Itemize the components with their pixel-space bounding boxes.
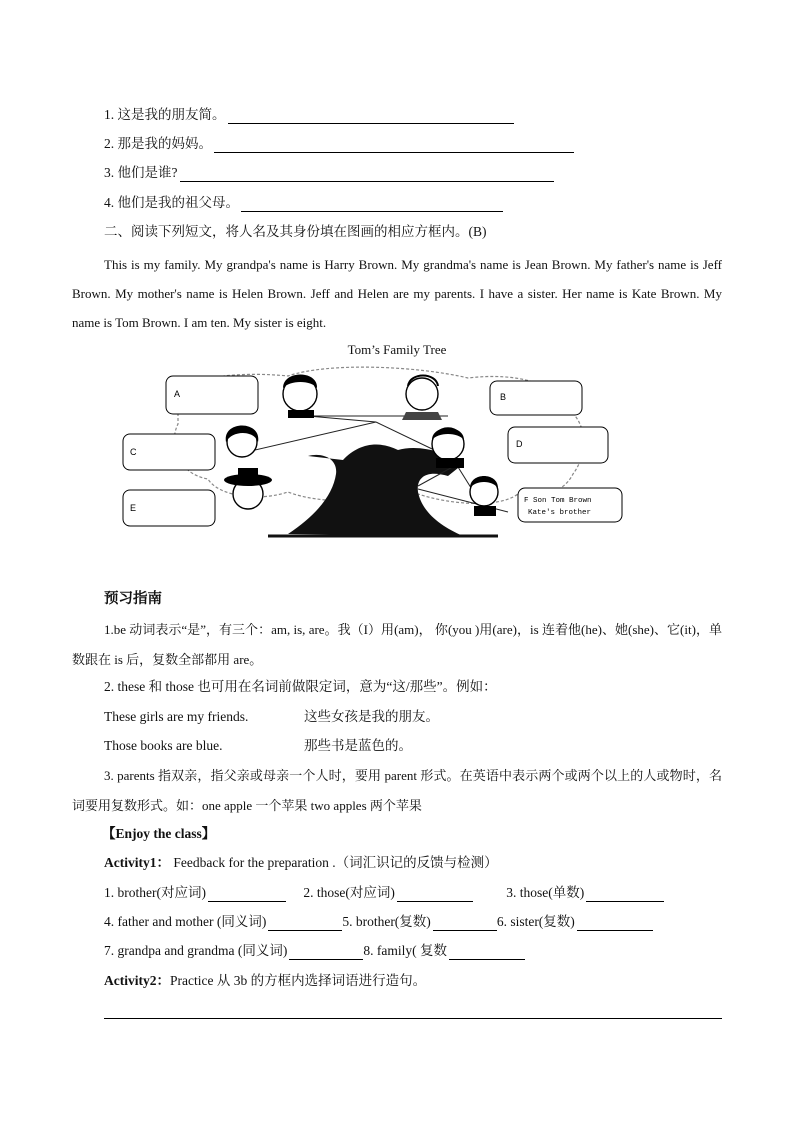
vocab-blank-4[interactable] bbox=[268, 916, 342, 931]
box-f bbox=[518, 488, 622, 522]
question-2: 2. 那是我的妈妈。 bbox=[104, 135, 574, 153]
box-a-label: A bbox=[174, 389, 181, 399]
enjoy-title: 【Enjoy the class】 bbox=[102, 826, 216, 841]
grandpa-face bbox=[283, 375, 317, 419]
vocab-blank-6[interactable] bbox=[577, 916, 653, 931]
tom-face bbox=[470, 476, 498, 516]
vocab-blank-1[interactable] bbox=[208, 887, 286, 902]
activity-2: Activity2：Practice 从 3b 的方框内选择词语进行造句。 bbox=[104, 973, 427, 988]
example-2: Those books are blue. 那些书是蓝色的。 bbox=[104, 738, 412, 753]
family-tree-illustration bbox=[118, 364, 646, 538]
father-face bbox=[432, 428, 464, 468]
question-4: 4. 他们是我的祖父母。 bbox=[104, 194, 503, 212]
grandma-face bbox=[402, 376, 442, 421]
box-d-label: D bbox=[516, 439, 523, 449]
box-b[interactable] bbox=[490, 381, 582, 415]
vocab-blank-8[interactable] bbox=[449, 945, 525, 960]
box-f-line1: F Son Tom Brown bbox=[524, 497, 592, 505]
section-2-heading: 二、阅读下列短文，将人名及其身份填在图画的相应方框内。(B) bbox=[104, 224, 487, 239]
box-a[interactable] bbox=[166, 376, 258, 414]
tree-title: Tom’s Family Tree bbox=[347, 342, 447, 357]
question-3: 3. 他们是谁? bbox=[104, 164, 554, 182]
mother-face bbox=[226, 426, 259, 458]
vocab-blank-2[interactable] bbox=[397, 887, 473, 902]
reading-passage: This is my family. My grandpa's name is Harry Brown. My grandma's name is Jean Brown. My father's name is Jeff Brown. My mother's name is Helen Brown. Jeff and Helen are my parents. I have a sister. Her name is Kate Brown. My name is Tom Brown. I am ten. My sister is eight. bbox=[72, 257, 722, 330]
activity-1: Activity1： Feedback for the preparation .（词汇识记的反馈与检测） bbox=[104, 855, 498, 870]
vocab-blank-3[interactable] bbox=[586, 887, 664, 902]
guide-point-2: 2. these 和 those 也可用在名词前做限定词，意为“这/那些”。例如： bbox=[104, 679, 497, 694]
answer-blank-4[interactable] bbox=[241, 197, 503, 212]
box-d[interactable] bbox=[508, 427, 608, 463]
box-f-line2: Kate's brother bbox=[528, 509, 592, 517]
answer-blank-1[interactable] bbox=[228, 109, 514, 124]
answer-blank-2[interactable] bbox=[214, 138, 574, 153]
guide-point-1: 1.be 动词表示“是”，有三个：am, is, are。我（I）用(am)， 你(you )用(are)，is 连着他(he)、她(she)、它(it)，单数跟在 is 后，复数全部都用 are。 bbox=[72, 622, 722, 667]
answer-blank-3[interactable] bbox=[180, 167, 554, 182]
box-b-label: B bbox=[500, 392, 507, 402]
guide-point-3: 3. parents 指双亲，指父亲或母亲一个人时，要用 parent 形式。在英语中表示两个或两个以上的人或物时，名词要用复数形式。如：one apple 一个苹果 two apples 两个苹果 bbox=[72, 768, 722, 813]
sister-face bbox=[224, 468, 272, 509]
example-1: These girls are my friends. 这些女孩是我的朋友。 bbox=[104, 709, 439, 724]
vocab-blank-5[interactable] bbox=[433, 916, 497, 931]
question-1: 1. 这是我的朋友简。 bbox=[104, 106, 514, 124]
vocab-row-2: 4. father and mother (同义词) 5. brother(复数) 6. sister(复数) bbox=[104, 913, 653, 931]
box-e-label: E bbox=[130, 503, 137, 513]
guide-title: 预习指南 bbox=[104, 591, 162, 607]
answer-line[interactable] bbox=[104, 1018, 722, 1019]
box-c[interactable] bbox=[123, 434, 215, 470]
box-c-label: C bbox=[130, 447, 137, 457]
vocab-row-3: 7. grandpa and grandma (同义词) 8. family( 复数 bbox=[104, 942, 525, 960]
box-e[interactable] bbox=[123, 490, 215, 526]
vocab-row-1: 1. brother(对应词) 2. those(对应词) 3. those(单数) bbox=[104, 884, 664, 902]
vocab-blank-7[interactable] bbox=[289, 945, 363, 960]
